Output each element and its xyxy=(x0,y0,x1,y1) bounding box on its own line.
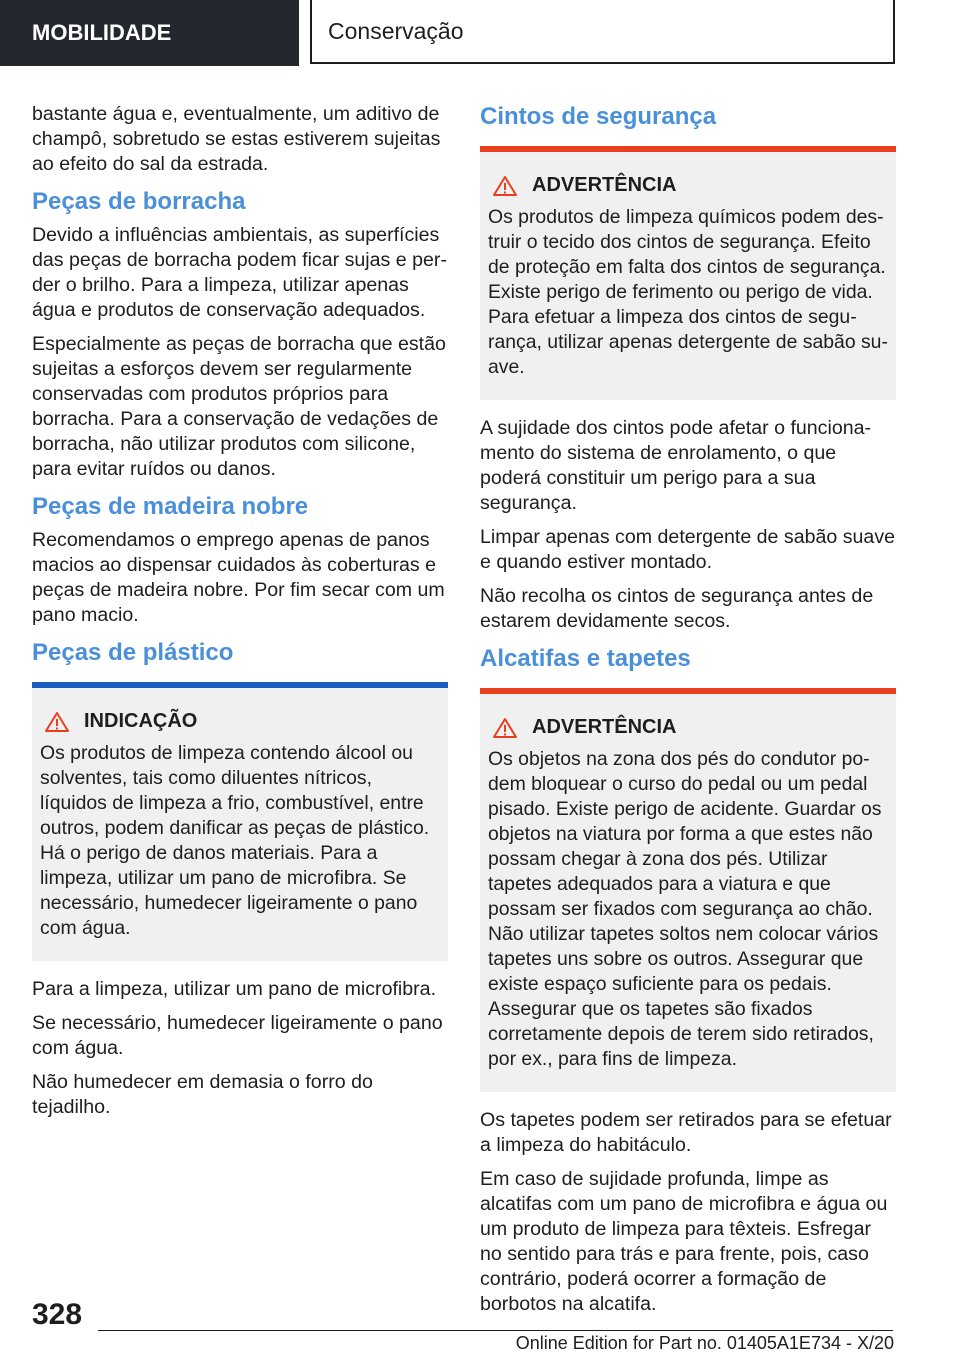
carpets-paragraph-1: Os tapetes podem ser retirados para se efetuar a limpeza do habitáculo. xyxy=(480,1109,892,1156)
belts-paragraph-1: A sujidade dos cintos pode afetar o funcionamento do sistema de enrolamento, o que poderá constituir um perigo para a sua segurança. xyxy=(480,417,872,514)
footer-divider xyxy=(98,1330,893,1331)
section-tab xyxy=(0,0,299,66)
warning-triangle-icon xyxy=(44,711,70,733)
warning-box-belts xyxy=(480,146,896,400)
belts-paragraph-3: Não recolha os cintos de segurança antes de estarem devidamente secos. xyxy=(480,585,874,632)
notice-title xyxy=(40,710,440,733)
intro-paragraph: bastante água e, eventualmente, um aditivo de champô, sobretudo se estas estiverem sujeitas ao efeito do sal da estrada. xyxy=(32,103,441,175)
rubber-paragraph-1: Devido a influências ambientais, as superfícies das peças de borracha podem ficar sujas e perder o brilho. Para a limpeza, utilizar apenas água e produtos de conservação adequados. xyxy=(32,224,447,321)
notice-box xyxy=(32,682,448,961)
chapter-title: Conservação xyxy=(328,17,464,44)
page-number: 328 xyxy=(32,1298,83,1331)
warning-text-belts: Os produtos de limpeza químicos podem destruir o tecido dos cintos de segurança. Efeito de proteção em falta dos cintos de segurança. Existe perigo de ferimento ou perigo de vida. Para efetuar a limpeza dos cintos de segurança, utilizar apenas detergente de sabão suave. xyxy=(488,206,888,378)
warning-box-carpets xyxy=(480,688,896,1092)
heading-carpets: Alcatifas e tapetes xyxy=(480,645,691,672)
plastic-paragraph-2: Se necessário, humedecer ligeiramente o pano com água. xyxy=(32,1012,443,1059)
footer-edition: Online Edition for Part no. 01405A1E734 - X/20 xyxy=(515,1333,894,1353)
warning-title-carpets xyxy=(488,716,888,739)
chapter-box xyxy=(310,0,895,64)
warning-triangle-icon xyxy=(492,175,518,197)
heading-wood-parts: Peças de madeira nobre xyxy=(32,493,309,520)
warning-text-carpets: Os objetos na zona dos pés do condutor podem bloquear o curso do pedal ou um pedal pisado. Existe perigo de acidente. Guardar os objetos na viatura por forma a que estes não possam chegar à zona dos pés. Utilizar tapetes adequados para a viatura e que possam ser fixados com segurança ao chão. Não utilizar tapetes soltos nem colocar vários tapetes uns sobre os outros. Assegurar que existe espaço suficiente para os pedais. Assegurar que os tapetes são fixados corretamente depois de terem sido retirados, por ex., para fins de limpeza. xyxy=(488,748,882,1070)
section-label: MOBILIDADE xyxy=(32,20,172,45)
plastic-paragraph-3: Não humedecer em demasia o forro do tejadilho. xyxy=(32,1071,373,1118)
right-column xyxy=(480,102,896,1326)
warning-title-text: ADVERTÊNCIA xyxy=(532,716,677,738)
warning-title-belts xyxy=(488,174,888,197)
wood-paragraph-1: Recomendamos o emprego apenas de panos macios ao dispensar cuidados às coberturas e peças de madeira nobre. Por fim secar com um pano macio. xyxy=(32,529,445,626)
heading-seat-belts: Cintos de segurança xyxy=(480,103,717,130)
left-column xyxy=(32,102,448,1129)
rubber-paragraph-2: Especialmente as peças de borracha que estão sujeitas a esforços devem ser regularmente conservadas com produtos próprios para borracha. Para a conservação de vedações de borracha, não utilizar produtos com silicone, para evitar ruídos ou danos. xyxy=(32,333,446,480)
carpets-paragraph-2: Em caso de sujidade profunda, limpe as alcatifas com um pano de microfibra e água ou um produto de limpeza para têxteis. Esfregar no sentido para trás e para frente, pois, caso contrário, poderá ocorrer a formação de borbotos na alcatifa. xyxy=(480,1168,888,1315)
page-header xyxy=(0,0,960,66)
plastic-paragraph-1: Para a limpeza, utilizar um pano de microfibra. xyxy=(32,978,437,1000)
warning-title-text: ADVERTÊNCIA xyxy=(532,174,677,196)
notice-text: Os produtos de limpeza contendo álcool ou solventes, tais como diluentes nítricos, líquidos de limpeza a frio, combustível, entre outros, podem danificar as peças de plástico. Há o perigo de danos materiais. Para a limpeza, utilizar um pano de microfibra. Se necessário, humedecer ligeiramente o pano com água. xyxy=(40,742,430,939)
warning-triangle-icon xyxy=(492,717,518,739)
notice-title-text: INDICAÇÃO xyxy=(84,710,198,732)
heading-plastic-parts: Peças de plástico xyxy=(32,639,234,666)
heading-rubber-parts: Peças de borracha xyxy=(32,188,246,215)
belts-paragraph-2: Limpar apenas com detergente de sabão suave e quando estiver montado. xyxy=(480,526,896,573)
